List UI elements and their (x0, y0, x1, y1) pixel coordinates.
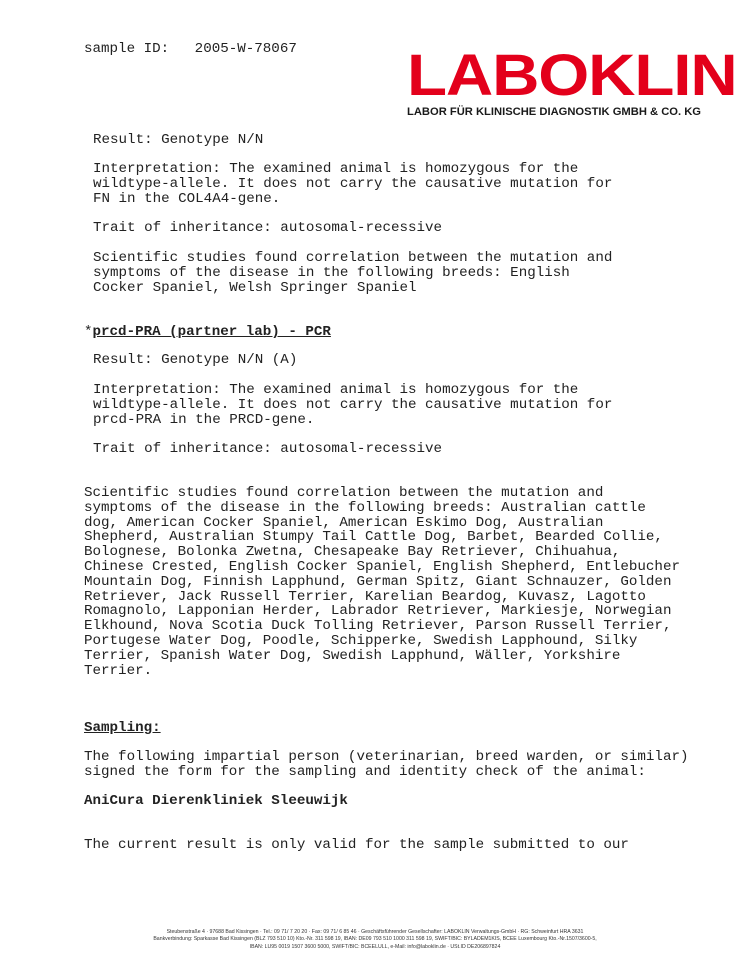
validity-note: The current result is only valid for the sample submitted to our (84, 837, 629, 853)
sampling-heading: Sampling: (84, 720, 161, 736)
prcd-trait: Trait of inheritance: autosomal-recessive (93, 441, 443, 457)
prcd-interpretation: Interpretation: The examined animal is homozygous for the wildtype-allele. It does not carry the causative mutation for prcd-PRA in the PRCD-gene. (93, 382, 613, 428)
prcd-heading (84, 325, 331, 340)
clinic-name: AniCura Dierenkliniek Sleeuwijk (84, 793, 348, 809)
partner-lab-asterisk: * (84, 324, 93, 340)
prcd-result: Result: Genotype N/N (A) (93, 352, 298, 368)
fn-result: Result: Genotype N/N (93, 132, 264, 148)
footer-bank: Bankverbindung: Sparkasse Bad Kissingen (BLZ 793 510 10) Kto.-Nr. 311 598 19, IBAN: DE09 793 510 1000 311 598 19, SWIFT/BIC: BYLADEM1KIS, BCEE Luxembourg Kto.-Nr.1507/3600-5, (153, 936, 597, 943)
page-footer (0, 929, 750, 951)
sample-id: sample ID: 2005-W-78067 (84, 41, 297, 57)
footer-iban: IBAN: LU95 0019 1507 3600 5000, SWIFT/BIC: BCEELULL, e-Mail: info@laboklin.de · USt.ID DE206897824 (249, 943, 501, 950)
fn-interpretation: Interpretation: The examined animal is homozygous for the wildtype-allele. It does not carry the causative mutation for FN in the COL4A4-gene. (93, 161, 613, 207)
prcd-title: prcd-PRA (partner lab) - PCR (92, 324, 331, 340)
fn-trait: Trait of inheritance: autosomal-recessive (93, 220, 443, 236)
laboklin-logo (407, 43, 737, 119)
fn-studies: Scientific studies found correlation between the mutation and symptoms of the disease in the following breeds: English Cocker Spaniel, Welsh Springer Spaniel (93, 250, 613, 296)
logo-subtitle: LABOR FÜR KLINISCHE DIAGNOSTIK GMBH & CO. KG (407, 106, 701, 118)
sampling-text: The following impartial person (veterinarian, breed warden, or similar) signed the form for the sampling and identity check of the animal: (84, 749, 689, 780)
logo-wordmark: LABOKLIN (407, 43, 737, 108)
prcd-studies: Scientific studies found correlation between the mutation and symptoms of the disease in the following breeds: Australian cattle dog, American Cocker Spaniel, American Eskimo Dog, Australian Shepherd, Australian Stumpy Tail Cattle Dog, Barbet, Bearded Collie, Bolognese, Bolonka Zwetna, Chesapeake Bay Retriever, Chihuahua, Chinese Crested, English Cocker Spaniel, English Shepherd, Entlebucher Mountain Dog, Finnish Lapphund, German Spitz, Giant Schnauzer, Golden Retriever, Jack Russell Terrier, Karelian Beardog, Kuvasz, Lagotto Romagnolo, Lapponian Herder, Labrador Retriever, Markiesje, Norwegian Elkhound, Nova Scotia Duck Tolling Retriever, Parson Russell Terrier, Portugese Water Dog, Poodle, Schipperke, Swedish Lapphound, Silky Terrier, Spanish Water Dog, Swedish Lapphund, Wäller, Yorkshire Terrier. (84, 485, 680, 679)
footer-address: Steubenstraße 4 · 97688 Bad Kissingen · Tel.: 09 71/ 7 20 20 · Fax: 09 71/ 6 85 46 · Geschäftsführender Gesellschafter: LABOKLIN Verwaltungs-GmbH · RG: Schweinfurt HRA 3631 (166, 929, 584, 935)
